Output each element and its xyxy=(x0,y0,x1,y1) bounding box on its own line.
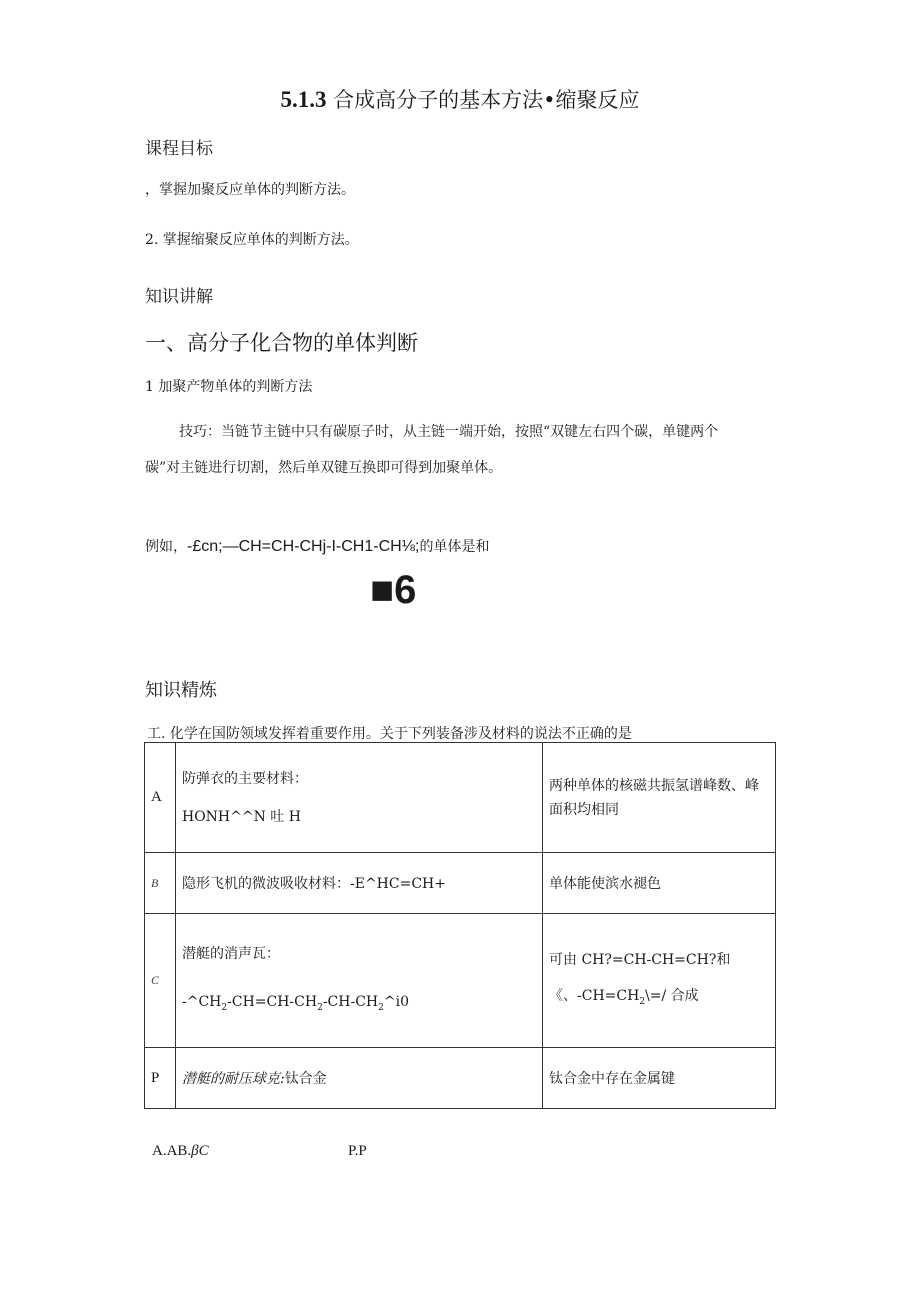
tip-line-1: 技巧：当链节主链中只有碳原子时，从主链一端开始，按照“双键左右四个碳，单键两个 xyxy=(179,424,719,440)
option-a-desc-2: HONH^^N 吐 H xyxy=(182,808,301,825)
formula-part: \=/ 合成 xyxy=(645,987,699,1004)
example-prefix: 例如， xyxy=(145,539,187,555)
option-a-stmt-1: 两种单体的核磁共振氢谱峰数、峰 xyxy=(549,777,759,794)
option-row-b xyxy=(145,853,776,914)
formula-part: ^i0 xyxy=(383,993,409,1010)
option-row-a xyxy=(145,743,776,853)
option-statement xyxy=(543,743,776,853)
goal-item-1: ，掌握加聚反应单体的判断方法。 xyxy=(145,182,355,198)
answer-left: A.AB. xyxy=(152,1143,192,1159)
title-text: 合成高分子的基本方法•缩聚反应 xyxy=(333,88,640,112)
formula-part: -^CH xyxy=(182,993,222,1010)
option-statement xyxy=(543,914,776,1048)
option-d-desc: 钛合金 xyxy=(284,1071,327,1087)
example-line xyxy=(145,536,489,556)
option-description xyxy=(176,1048,543,1109)
goal-item-2: 2. 掌握缩聚反应单体的判断方法。 xyxy=(145,232,359,248)
option-letter: A xyxy=(145,743,176,853)
title-number: 5.1.3 xyxy=(280,87,327,112)
example-formula: -£cn;—CH=CH-CHj-I-CH1-CH⅛; xyxy=(187,538,420,555)
option-description xyxy=(176,914,543,1048)
option-description: 隐形飞机的微波吸收材料：-E^HC=CH+ xyxy=(176,853,543,914)
lecture-heading: 知识讲解 xyxy=(145,287,213,307)
option-statement: 单体能使滨水褪色 xyxy=(543,853,776,914)
subsection-1: 1 加聚产物单体的判断方法 xyxy=(145,379,313,395)
question-1: 工. 化学在国防领域发挥着重要作用。关于下列装备涉及材料的说法不正确的是 xyxy=(147,726,632,742)
formula-part: 《、-CH=CH xyxy=(549,987,640,1004)
option-a-desc-1: 防弹衣的主要材料： xyxy=(182,770,308,787)
formula-subscript: 2 xyxy=(317,1002,323,1013)
options-table xyxy=(144,742,776,1109)
option-statement: 钛合金中存在金属键 xyxy=(543,1048,776,1109)
option-letter: C xyxy=(145,914,176,1048)
example-suffix: 的单体是和 xyxy=(419,539,490,555)
option-c-stmt-2 xyxy=(549,986,769,1012)
option-d-desc-italic: 潜艇的耐压球克: xyxy=(182,1071,285,1087)
tip-line-2: 碳”对主链进行切割，然后单双键互换即可得到加聚单体。 xyxy=(145,460,503,476)
option-letter: P xyxy=(145,1048,176,1109)
answer-choices-left xyxy=(152,1143,209,1160)
formula-part: -CH=CH-CH xyxy=(227,993,318,1010)
option-c-desc-2 xyxy=(182,992,536,1018)
option-c-stmt-1: 可由 CH?=CH-CH=CH?和 xyxy=(549,951,731,968)
formula-part: -CH-CH xyxy=(322,993,379,1010)
option-a-stmt-2: 面积均相同 xyxy=(549,801,619,818)
page-title xyxy=(0,84,920,114)
formula-subscript: 2 xyxy=(221,1002,228,1013)
answer-choices-right: P.P xyxy=(348,1143,367,1159)
example-image-fragment: ■6 xyxy=(370,568,417,612)
section-heading-1: 一、高分子化合物的单体判断 xyxy=(145,331,418,355)
option-letter: B xyxy=(145,853,176,914)
option-description xyxy=(176,743,543,853)
option-row-c xyxy=(145,914,776,1048)
formula-subscript: 2 xyxy=(378,1002,384,1013)
goals-heading: 课程目标 xyxy=(145,139,213,159)
formula-subscript: 2 xyxy=(639,996,646,1007)
practice-heading: 知识精炼 xyxy=(145,680,217,701)
option-c-desc-1: 潜艇的消声瓦： xyxy=(182,945,280,962)
option-row-d xyxy=(145,1048,776,1109)
answer-left-italic: βC xyxy=(191,1143,209,1159)
